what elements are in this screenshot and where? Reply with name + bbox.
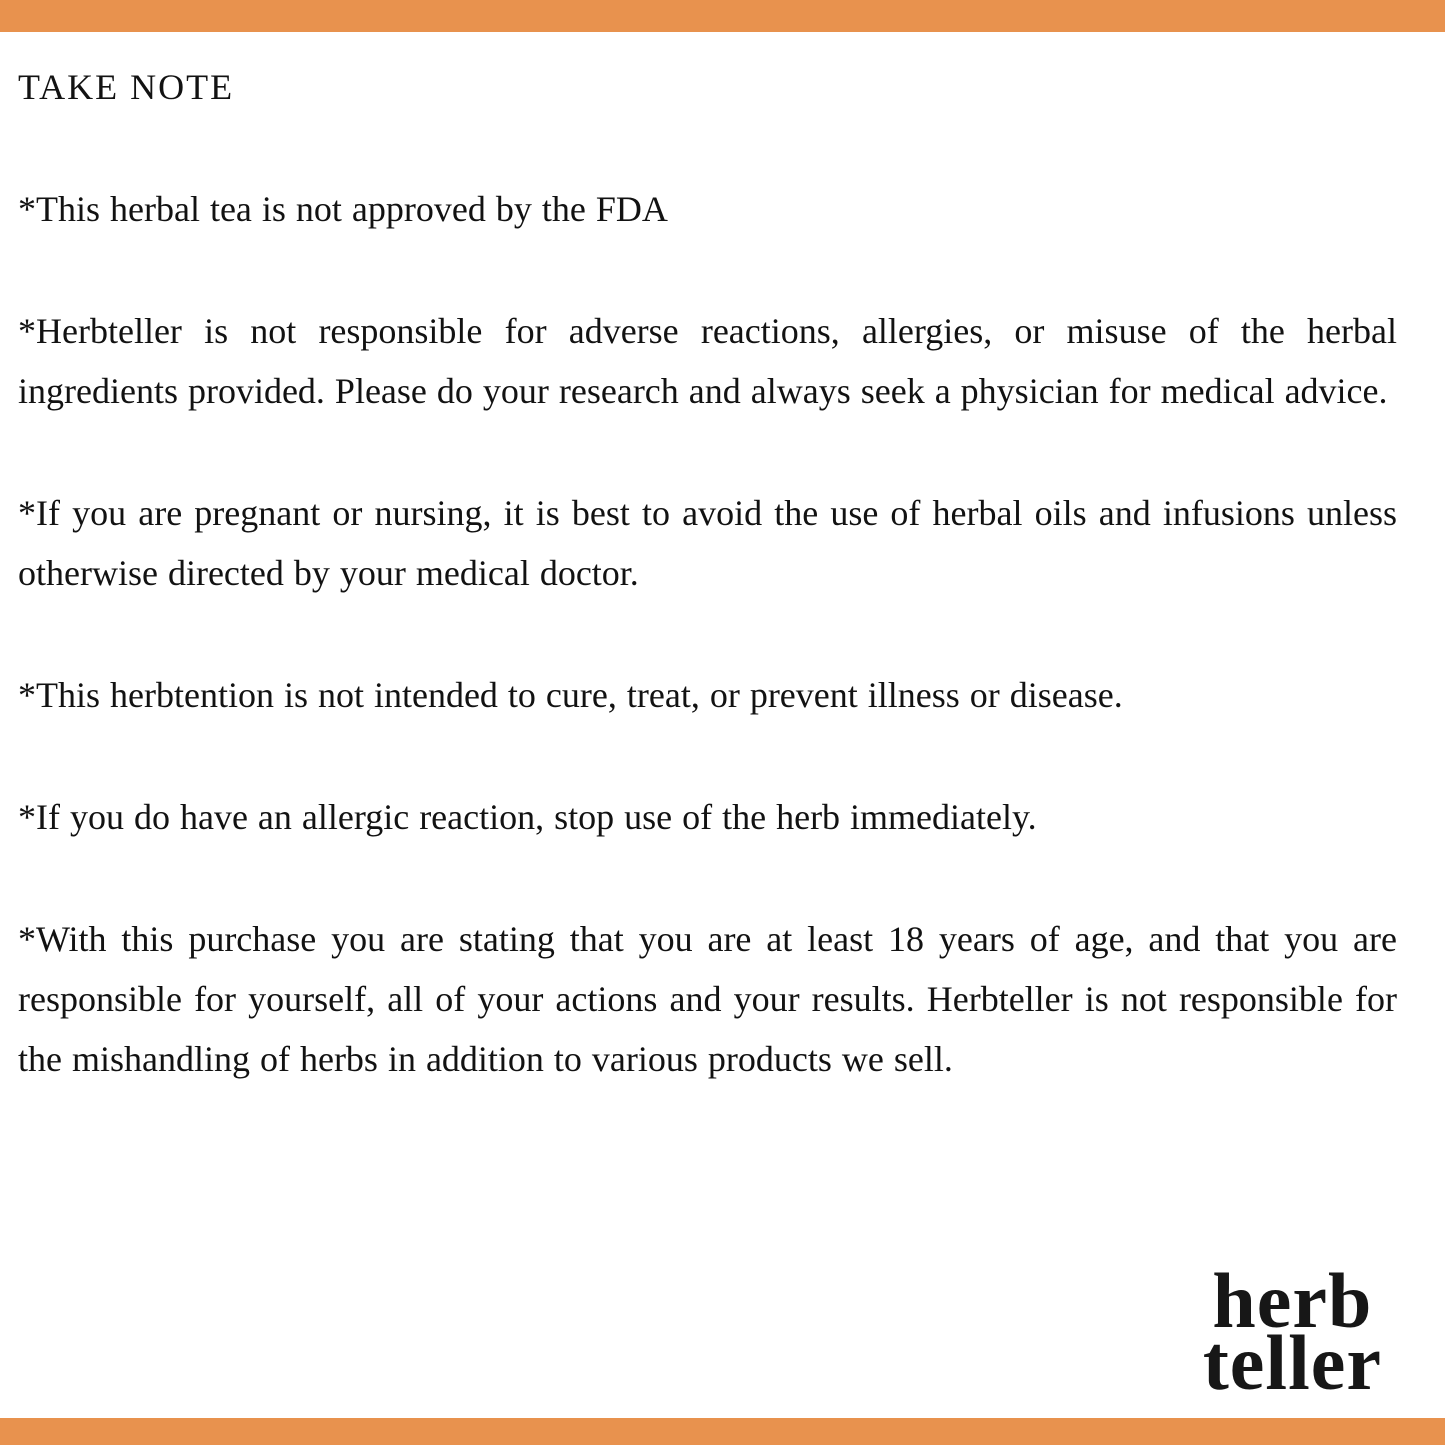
note-paragraph-fda: *This herbal tea is not approved by the FDA bbox=[18, 189, 668, 229]
note-paragraph-liability: *Herbteller is not responsible for adverse reactions, allergies, or misuse of the herbal ingredients provided. Please do your research and always seek a physician for medical advice. bbox=[18, 311, 1397, 411]
page-title: TAKE NOTE bbox=[18, 67, 235, 107]
bottom-accent-bar bbox=[0, 1418, 1445, 1445]
note-paragraph-pregnancy: *If you are pregnant or nursing, it is best to avoid the use of herbal oils and infusions unless otherwise directed by your medical doctor. bbox=[18, 493, 1397, 593]
note-paragraph-not-cure: *This herbtention is not intended to cure, treat, or prevent illness or disease. bbox=[18, 675, 1123, 715]
note-paragraph-allergic-reaction: *If you do have an allergic reaction, stop use of the herb immediately. bbox=[18, 797, 1037, 837]
top-accent-bar bbox=[0, 0, 1445, 32]
notice-body bbox=[18, 32, 1397, 1151]
herbteller-logo bbox=[1202, 1257, 1382, 1406]
note-paragraph-age-statement: *With this purchase you are stating that you are at least 18 years of age, and that you are responsible for yourself, all of your actions and your results. Herbteller is not responsible for the mishandling of herbs in addition to various products we sell. bbox=[18, 919, 1397, 1079]
logo-line-herb: herb bbox=[1212, 1257, 1373, 1344]
logo-line-teller: teller bbox=[1202, 1319, 1382, 1406]
